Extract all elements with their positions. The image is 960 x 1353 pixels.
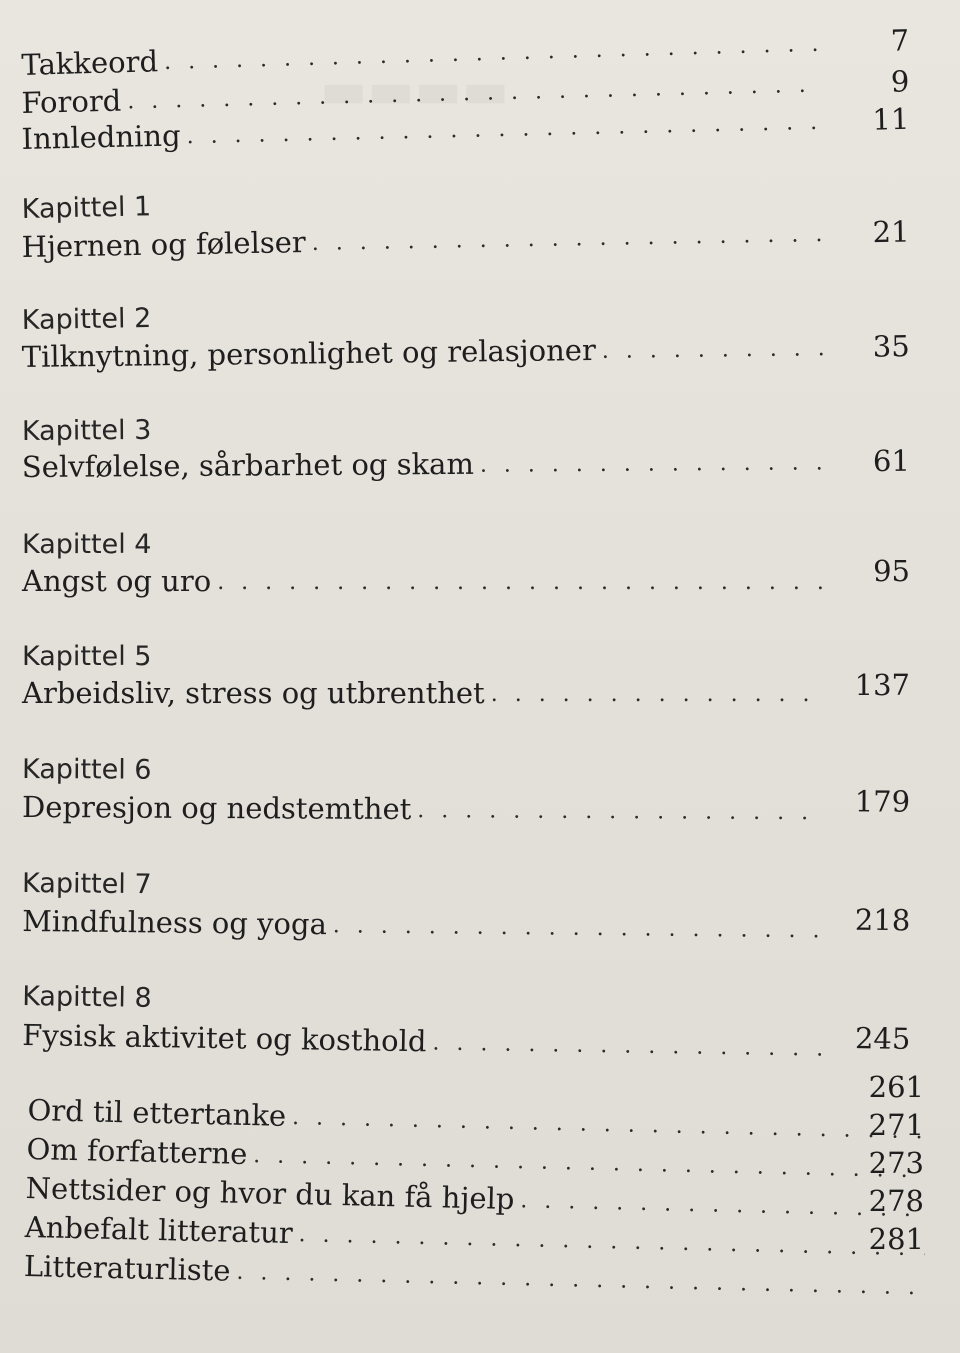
dot-leader (312, 224, 824, 261)
toc-entry-title: Fysisk aktivitet og kosthold (22, 1018, 427, 1059)
toc-entry-title: Angst og uro (22, 564, 212, 598)
chapter-label-5: Kapittel 5 (22, 641, 152, 672)
toc-entry-page: 9 (890, 64, 910, 99)
chapter-label-4: Kapittel 4 (22, 529, 152, 560)
toc-entry-title: Takkeord (20, 44, 159, 83)
toc-entry-page: 21 (872, 214, 910, 250)
dot-leader (491, 684, 824, 712)
show-through-texture: ▬▬▬▬ (320, 60, 509, 119)
toc-entry-title: Anbefalt litteratur (24, 1209, 294, 1251)
toc-entry-chapter-3[interactable] (22, 440, 922, 486)
toc-entry-chapter-6[interactable] (22, 786, 922, 831)
dot-leader (432, 1032, 824, 1066)
dot-leader (333, 915, 825, 948)
chapter-label-1: Kapittel 1 (21, 191, 152, 225)
toc-entry-page: 261 (868, 1070, 924, 1104)
toc-entry-page: 273 (868, 1146, 924, 1180)
toc-entry-chapter-5[interactable] (22, 668, 922, 712)
toc-entry-title: Innledning (21, 118, 181, 157)
toc-entry-chapter-4[interactable] (22, 554, 922, 600)
dot-leader (480, 452, 824, 482)
toc-entry-page: 95 (873, 554, 910, 588)
toc-entry-title: Nettsider og hvor du kan få hjelp (25, 1170, 515, 1217)
toc-entry-page: 7 (890, 23, 910, 58)
toc-entry-page: 137 (854, 668, 910, 702)
chapter-label-8: Kapittel 8 (21, 981, 152, 1014)
toc-entry-page: 218 (854, 902, 911, 938)
dot-leader (417, 800, 824, 830)
toc-entry-page: 281 (868, 1222, 924, 1256)
dot-leader (236, 1262, 924, 1306)
toc-entry-title: Mindfulness og yoga (22, 904, 328, 942)
toc-entry-title: Tilknytning, personlighet og relasjoner (21, 332, 597, 375)
toc-entry-chapter-2[interactable] (22, 325, 922, 376)
toc-entry-page: 179 (854, 784, 911, 819)
toc-entry-page: 245 (854, 1021, 911, 1056)
toc-entry-title: Arbeidsliv, stress og utbrenthet (22, 676, 485, 710)
dot-leader (186, 112, 823, 154)
toc-entry-title: Ord til ettertanke (27, 1092, 287, 1133)
toc-entry-chapter-1[interactable] (21, 210, 922, 266)
toc-entry-chapter-7[interactable] (22, 900, 922, 949)
chapter-label-3: Kapittel 3 (21, 414, 152, 447)
toc-entry-title: Depresjon og nedstemthet (22, 790, 412, 827)
chapter-label-7: Kapittel 7 (21, 868, 152, 901)
back-matter-list (24, 1090, 928, 1305)
toc-entry-title: Litteraturliste (23, 1248, 231, 1288)
toc-entry-page: 11 (872, 101, 910, 137)
toc-entry-title: Hjernen og følelser (21, 225, 307, 265)
toc-entry-chapter-8[interactable] (22, 1014, 923, 1068)
toc-entry-title: Om forfatterne (26, 1131, 248, 1171)
toc-entry-page: 61 (872, 443, 910, 479)
back-matter-page-column (834, 1068, 924, 1258)
dot-leader (217, 572, 824, 600)
chapter-label-6: Kapittel 6 (21, 754, 152, 786)
toc-entry-page: 35 (872, 329, 910, 364)
dot-leader (602, 338, 824, 369)
toc-entry-page: 278 (868, 1184, 924, 1218)
toc-entry-title: Selvfølelse, sårbarhet og skam (21, 446, 475, 485)
toc-entry-title: Forord (21, 83, 122, 121)
toc-entry-page: 271 (868, 1108, 924, 1142)
chapter-label-2: Kapittel 2 (21, 302, 152, 336)
